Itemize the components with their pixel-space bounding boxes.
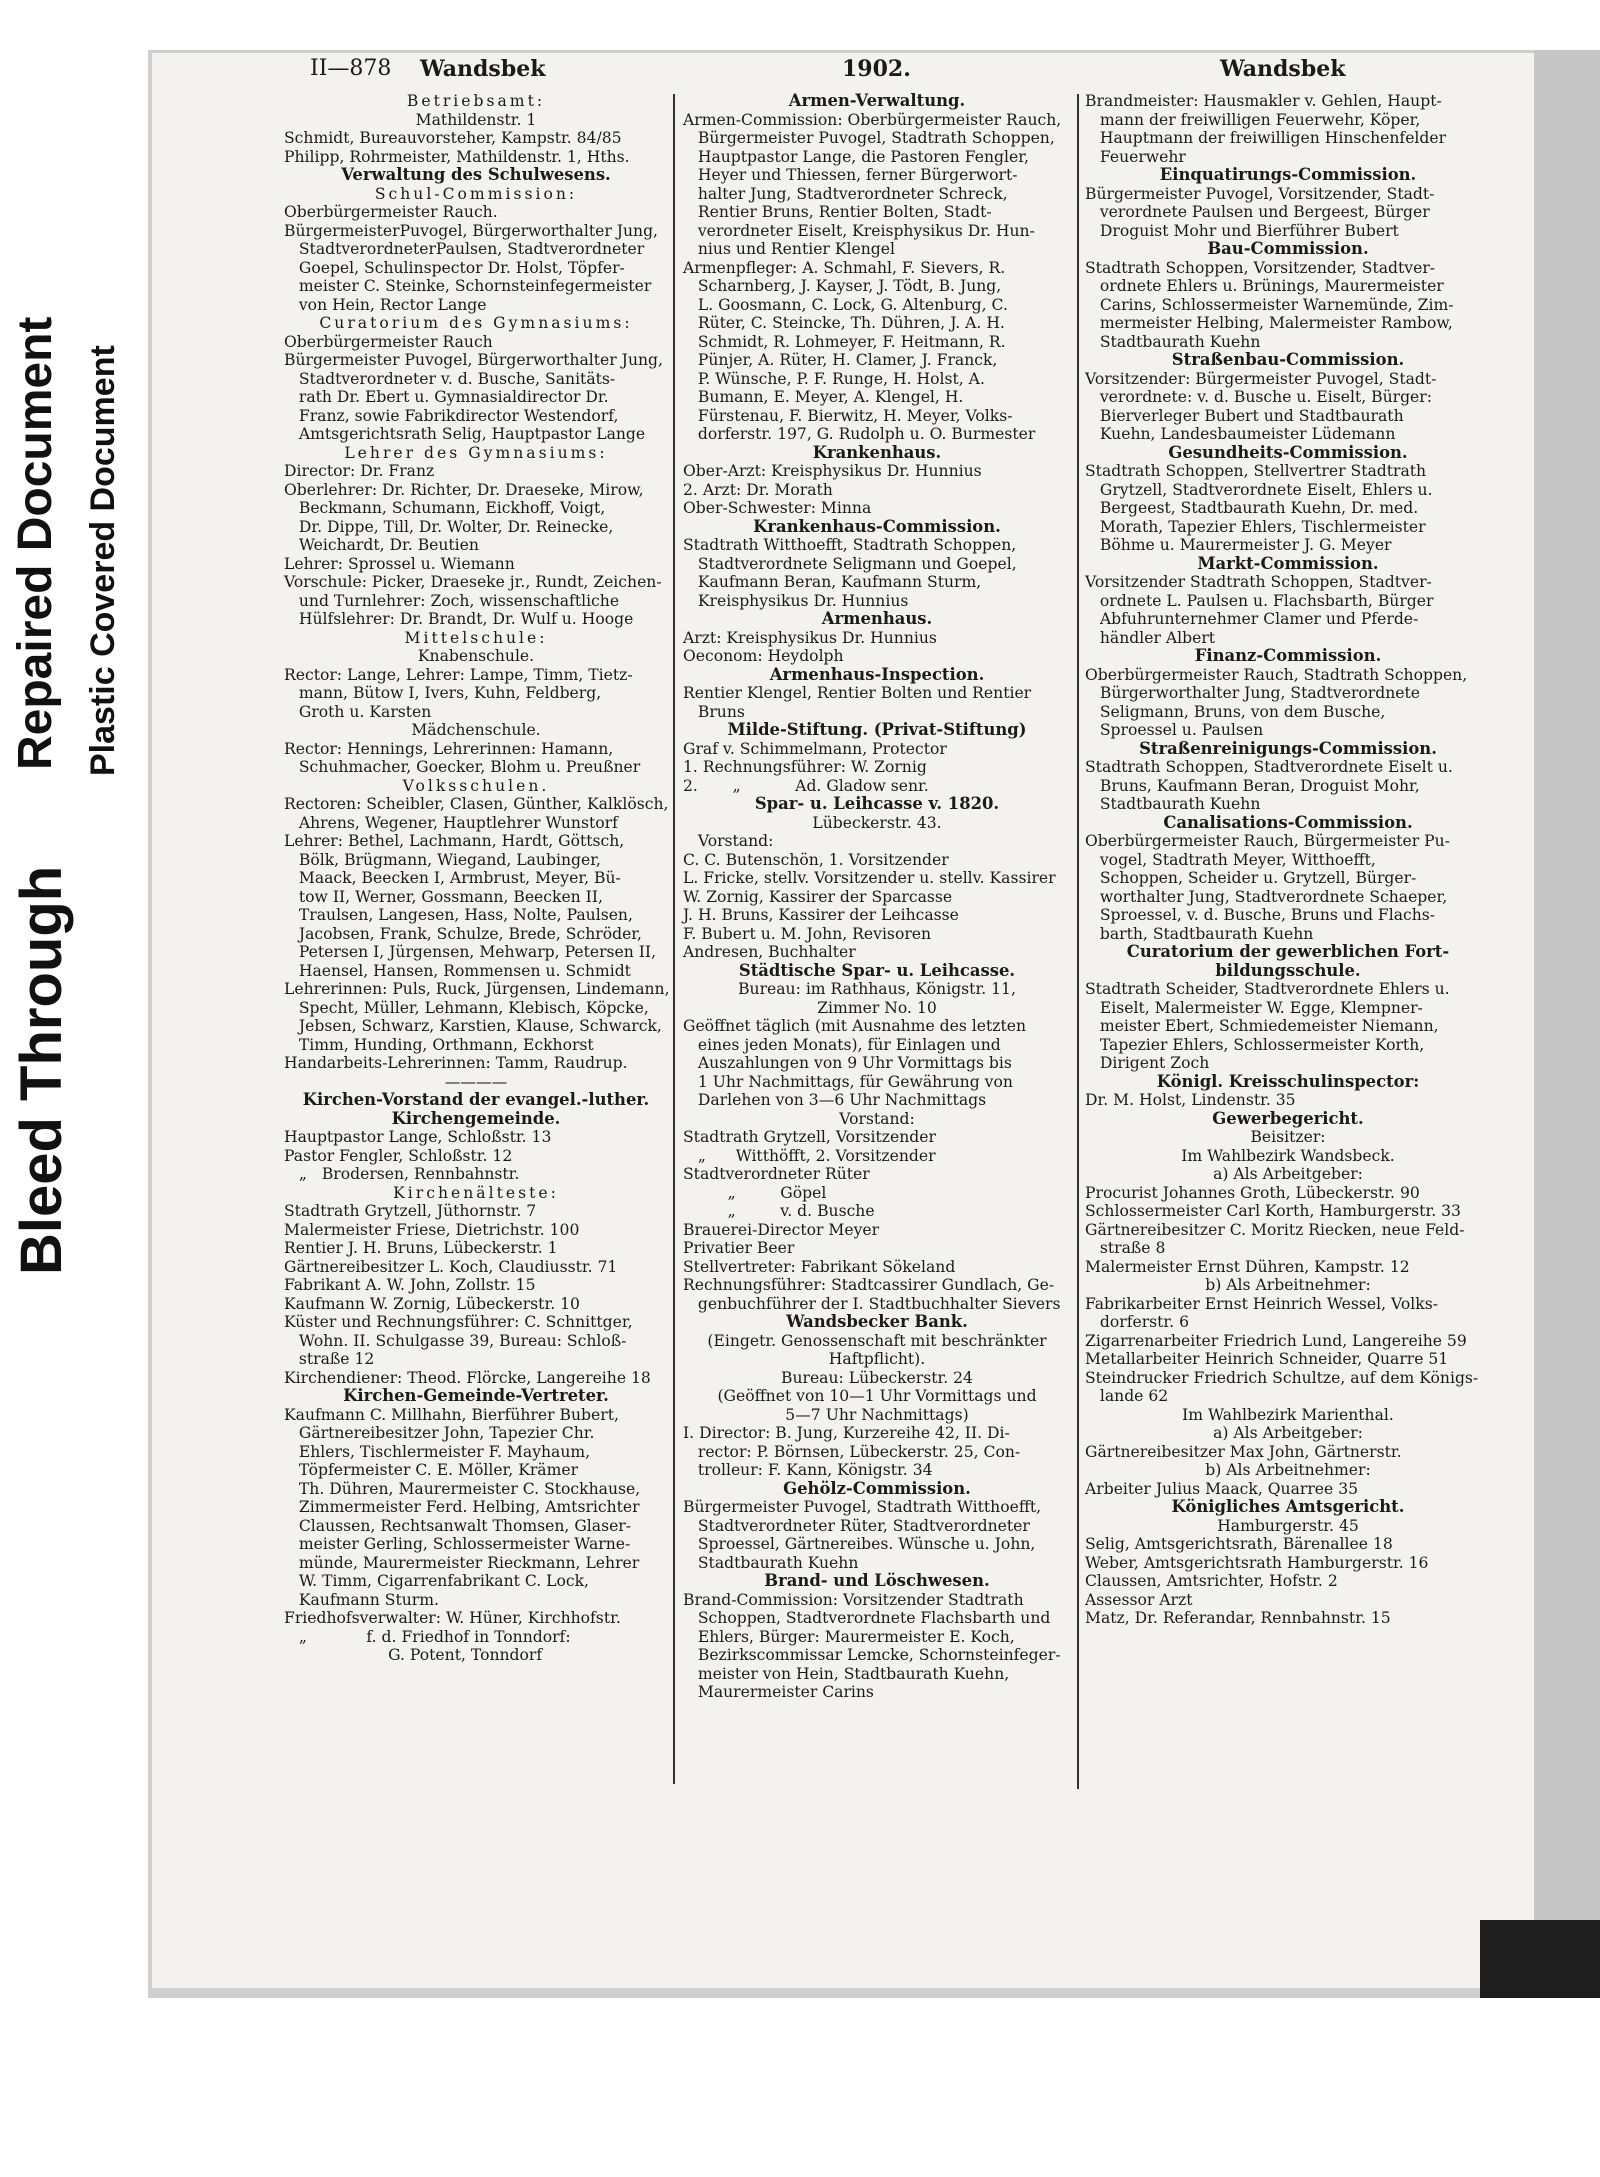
entry-line: Bruns bbox=[683, 702, 745, 721]
entry-line: I. Director: B. Jung, Kurzereihe 42, II. Di- bbox=[683, 1424, 1010, 1442]
entry-line: Timm, Hunding, Orthmann, Eckhorst bbox=[284, 1035, 594, 1054]
entry-line: Stadtbaurath Kuehn bbox=[1085, 332, 1261, 351]
entry-line: Beckmann, Schumann, Eickhoff, Voigt, bbox=[284, 499, 606, 517]
entry-line: Stadtrath Grytzell, Jüthornstr. 7 bbox=[284, 1202, 537, 1220]
entry-line: mermeister Helbing, Malermeister Rambow, bbox=[1085, 314, 1453, 332]
entry-line: Bumann, E. Meyer, A. Klengel, H. bbox=[683, 388, 964, 406]
entry-line: Rechnungsführer: Stadtcassirer Gundlach, Ge- bbox=[683, 1276, 1055, 1294]
scan-corner-shadow bbox=[1480, 1920, 1600, 1998]
column-divider bbox=[1077, 94, 1079, 1789]
centered-line: Im Wahlbezirk Marienthal. bbox=[1182, 1405, 1394, 1424]
entry-line: vogel, Stadtrath Meyer, Witthoefft, bbox=[1085, 850, 1376, 869]
bottom-margin bbox=[0, 1998, 1600, 2177]
entry-line: eines jeden Monats), für Einlagen und bbox=[683, 1035, 1001, 1054]
entry-line: Privatier Beer bbox=[683, 1239, 795, 1257]
entry-line: Schlossermeister Carl Korth, Hamburgerstr. 33 bbox=[1085, 1202, 1461, 1220]
entry-line: Hauptpastor Lange, Schloßstr. 13 bbox=[284, 1128, 552, 1146]
section-heading: Canalisations-Commission. bbox=[1163, 812, 1413, 832]
entry-line: Rectoren: Scheibler, Clasen, Günther, Kalklösch, bbox=[284, 795, 669, 813]
entry-line: Arbeiter Julius Maack, Quarree 35 bbox=[1085, 1479, 1359, 1498]
entry-line: Bürgermeister Puvogel, Bürgerworthalter Jung, bbox=[284, 351, 663, 369]
entry-line: Stadtbaurath Kuehn bbox=[1085, 795, 1261, 813]
spaced-heading: Curatorium des Gymnasiums: bbox=[319, 314, 633, 332]
entry-line: W. Zornig, Kassirer der Sparcasse bbox=[683, 887, 953, 906]
entry-line: Stadtrath Schoppen, Stellvertrer Stadtrath bbox=[1085, 462, 1427, 480]
entry-line: Hauptmann der freiwilligen Hinschenfelder bbox=[1085, 129, 1447, 147]
entry-line: Kaufmann C. Millhahn, Bierführer Bubert, bbox=[284, 1405, 619, 1424]
entry-line: Amtsgerichtsrath Selig, Hauptpastor Lange bbox=[284, 425, 646, 443]
entry-line: Schoppen, Stadtverordnete Flachsbarth und bbox=[683, 1609, 1051, 1627]
entry-line: Friedhofsverwalter: W. Hüner, Kirchhofstr. bbox=[284, 1609, 621, 1627]
entry-line: BürgermeisterPuvogel, Bürgerworthalter Jung, bbox=[284, 221, 659, 240]
entry-line: händler Albert bbox=[1085, 628, 1216, 647]
section-heading: Straßenbau-Commission. bbox=[1171, 350, 1405, 369]
entry-line: halter Jung, Stadtverordneter Schreck, bbox=[683, 184, 1008, 203]
entry-line: Oeconom: Heydolph bbox=[683, 647, 844, 665]
entry-line: Stadtrath Schoppen, Stadtverordnete Eiselt u. bbox=[1085, 758, 1453, 776]
section-heading: Kirchen-Vorstand der evangel.-luther. bbox=[302, 1090, 650, 1109]
entry-line: Stadtverordneter Rüter, Stadtverordneter bbox=[683, 1516, 1030, 1535]
entry-line: „ Göpel bbox=[683, 1183, 827, 1202]
centered-line: Im Wahlbezirk Wandsbeck. bbox=[1181, 1146, 1395, 1165]
entry-line: lande 62 bbox=[1085, 1387, 1169, 1405]
entry-line: dorferstr. 6 bbox=[1085, 1313, 1189, 1331]
entry-line: Matz, Dr. Referandar, Rennbahnstr. 15 bbox=[1085, 1609, 1391, 1627]
entry-line: 2. „ Ad. Gladow senr. bbox=[683, 776, 929, 795]
entry-line: „ Witthöfft, 2. Vorsitzender bbox=[683, 1146, 936, 1165]
entry-line: Oberbürgermeister Rauch, Bürgermeister Pu- bbox=[1085, 832, 1450, 850]
entry-line: Petersen I, Jürgensen, Mehwarp, Petersen II, bbox=[284, 943, 657, 961]
entry-line: barth, Stadtbaurath Kuehn bbox=[1085, 924, 1314, 943]
entry-line: verordnete Paulsen und Bergeest, Bürger bbox=[1085, 203, 1430, 221]
entry-line: Ehlers, Bürger: Maurermeister E. Koch, bbox=[683, 1627, 1015, 1646]
entry-line: genbuchführer der I. Stadtbuchhalter Sievers bbox=[683, 1294, 1061, 1313]
entry-line: Th. Dühren, Maurermeister C. Stockhause, bbox=[284, 1479, 641, 1498]
entry-line: L. Fricke, stellv. Vorsitzender u. stellv. Kassirer bbox=[683, 869, 1056, 887]
entry-line: Armenpfleger: A. Schmahl, F. Sievers, R. bbox=[683, 258, 1006, 277]
entry-line: Brauerei-Director Meyer bbox=[683, 1220, 880, 1239]
entry-line: Kreisphysikus Dr. Hunnius bbox=[683, 591, 909, 610]
entry-line: C. C. Butenschön, 1. Vorsitzender bbox=[683, 850, 949, 869]
entry-line: und Turnlehrer: Zoch, wissenschaftliche bbox=[284, 591, 620, 610]
centered-line: Beisitzer: bbox=[1250, 1128, 1326, 1146]
entry-line: Malermeister Ernst Dühren, Kampstr. 12 bbox=[1085, 1257, 1410, 1276]
entry-line: Bürgerworthalter Jung, Stadtverordnete bbox=[1085, 684, 1420, 702]
entry-line: Arzt: Kreisphysikus Dr. Hunnius bbox=[683, 628, 937, 647]
entry-line: Rüter, C. Steincke, Th. Dühren, J. A. H. bbox=[683, 314, 1005, 332]
entry-line: Kuehn, Landesbaumeister Lüdemann bbox=[1085, 425, 1396, 443]
centered-line: a) Als Arbeitgeber: bbox=[1213, 1165, 1363, 1183]
entry-line: Andresen, Buchhalter bbox=[683, 943, 856, 961]
section-heading: Wandsbecker Bank. bbox=[786, 1312, 968, 1331]
centered-line: (Eingetr. Genossenschaft mit beschränkter bbox=[707, 1331, 1047, 1350]
entry-line: Droguist Mohr und Bierführer Bubert bbox=[1085, 221, 1399, 240]
entry-line: Rentier J. H. Bruns, Lübeckerstr. 1 bbox=[284, 1239, 558, 1257]
entry-line: Fabrikarbeiter Ernst Heinrich Wessel, Volks- bbox=[1085, 1294, 1438, 1313]
centered-line: Knabenschule. bbox=[417, 647, 535, 665]
section-heading: Armenhaus-Inspection. bbox=[769, 664, 985, 684]
entry-line: Wohn. II. Schulgasse 39, Bureau: Schloß- bbox=[284, 1331, 627, 1350]
entry-line: Jebsen, Schwarz, Karstien, Klause, Schwarck, bbox=[284, 1017, 662, 1035]
entry-line: Bürgermeister Puvogel, Stadtrath Witthoefft, bbox=[683, 1498, 1042, 1516]
entry-line: Eiselt, Malermeister W. Egge, Klempner- bbox=[1085, 998, 1423, 1017]
entry-line: Stadtverordnete Seligmann und Goepel, bbox=[683, 554, 1017, 573]
entry-line: Böhme u. Maurermeister J. G. Meyer bbox=[1085, 536, 1392, 554]
entry-line: straße 12 bbox=[284, 1350, 375, 1368]
entry-line: münde, Maurermeister Rieckmann, Lehrer bbox=[284, 1553, 640, 1572]
entry-line: Stadtrath Witthoefft, Stadtrath Schoppen, bbox=[683, 536, 1017, 554]
entry-line: verordnete: v. d. Busche u. Eiselt, Bürger: bbox=[1085, 388, 1432, 406]
entry-line: Sproessel, Gärtnereibes. Wünsche u. John, bbox=[683, 1535, 1036, 1553]
entry-line: Darlehen von 3—6 Uhr Nachmittags bbox=[683, 1091, 987, 1109]
entry-line: 1. Rechnungsführer: W. Zornig bbox=[683, 758, 927, 776]
entry-line: Schmidt, Bureauvorsteher, Kampstr. 84/85 bbox=[284, 129, 622, 147]
entry-line: Zigarrenarbeiter Friedrich Lund, Langereihe 59 bbox=[1085, 1331, 1467, 1350]
entry-line: Stadtrath Grytzell, Vorsitzender bbox=[683, 1128, 936, 1146]
entry-line: Stadtrath Scheider, Stadtverordnete Ehlers u. bbox=[1085, 980, 1450, 998]
entry-line: Stadtverordneter Rüter bbox=[683, 1165, 870, 1183]
section-heading: Königl. Kreisschulinspector: bbox=[1156, 1071, 1420, 1091]
entry-line: Handarbeits-Lehrerinnen: Tamm, Raudrup. bbox=[284, 1054, 628, 1072]
entry-line: Weichardt, Dr. Beutien bbox=[284, 536, 479, 554]
entry-line: worthalter Jung, Stadtverordnete Schaeper, bbox=[1085, 887, 1448, 906]
centered-line: Mathildenstr. 1 bbox=[415, 110, 537, 129]
entry-line: Director: Dr. Franz bbox=[284, 462, 435, 480]
entry-line: G. Potent, Tonndorf bbox=[284, 1646, 543, 1664]
entry-line: Sproessel u. Paulsen bbox=[1085, 721, 1264, 739]
centered-line: b) Als Arbeitnehmer: bbox=[1205, 1276, 1371, 1294]
entry-line: Stadtverordneter v. d. Busche, Sanitäts- bbox=[284, 369, 616, 388]
entry-line: Zimmermeister Ferd. Helbing, Amtsrichter bbox=[284, 1498, 640, 1516]
entry-line: nius und Rentier Klengel bbox=[683, 240, 895, 258]
section-heading: Gewerbegericht. bbox=[1212, 1108, 1364, 1128]
entry-line: Claussen, Amtsrichter, Hofstr. 2 bbox=[1085, 1572, 1338, 1590]
section-heading: Milde-Stiftung. (Privat-Stiftung) bbox=[727, 720, 1027, 739]
entry-line: Sproessel, v. d. Busche, Bruns und Flachs- bbox=[1085, 906, 1436, 924]
entry-line: rath Dr. Ebert u. Gymnasialdirector Dr. bbox=[284, 388, 609, 406]
entry-line: Maurermeister Carins bbox=[683, 1683, 874, 1701]
entry-line: Ober-Schwester: Minna bbox=[683, 499, 872, 517]
entry-line: Rentier Klengel, Rentier Bolten und Rentier bbox=[683, 684, 1032, 702]
entry-line: Traulsen, Langesen, Hass, Nolte, Paulsen, bbox=[284, 906, 633, 924]
section-heading: Finanz-Commission. bbox=[1194, 646, 1382, 665]
centered-line: Mädchenschule. bbox=[411, 721, 541, 739]
centered-line: b) Als Arbeitnehmer: bbox=[1205, 1461, 1371, 1479]
running-title-right: Wandsbek bbox=[1220, 56, 1346, 82]
entry-line: Morath, Tapezier Ehlers, Tischlermeister bbox=[1085, 517, 1426, 536]
spaced-heading: Kirchenälteste: bbox=[393, 1183, 559, 1202]
centered-line: Hamburgerstr. 45 bbox=[1217, 1516, 1359, 1535]
entry-line: Stellvertreter: Fabrikant Sökeland bbox=[683, 1257, 956, 1276]
entry-line: Stadtrath Schoppen, Vorsitzender, Stadtver- bbox=[1085, 258, 1436, 277]
entry-line: Lehrer: Sprossel u. Wiemann bbox=[284, 554, 515, 573]
entry-line: Tapezier Ehlers, Schlossermeister Korth, bbox=[1085, 1035, 1425, 1054]
entry-line: Heyer und Thiessen, ferner Bürgerwort- bbox=[683, 166, 1018, 184]
page-number: II—878 bbox=[310, 56, 392, 81]
section-heading: Armenhaus. bbox=[821, 609, 933, 628]
entry-line: mann, Bütow I, Ivers, Kuhn, Feldberg, bbox=[284, 684, 602, 702]
entry-line: Pastor Fengler, Schloßstr. 12 bbox=[284, 1146, 513, 1165]
entry-line: Assessor Arzt bbox=[1085, 1590, 1193, 1609]
running-title-left: Wandsbek bbox=[420, 56, 546, 82]
entry-line: Bruns, Kaufmann Beran, Droguist Mohr, bbox=[1085, 776, 1420, 795]
entry-line: Ahrens, Wegener, Hauptlehrer Wunstorf bbox=[284, 813, 618, 832]
entry-line: Oberbürgermeister Rauch bbox=[284, 332, 493, 351]
entry-line: Vorstand: bbox=[683, 832, 774, 850]
entry-line: meister von Hein, Stadtbaurath Kuehn, bbox=[683, 1664, 1010, 1683]
entry-line: „ Brodersen, Rennbahnstr. bbox=[284, 1165, 520, 1183]
entry-line: Gärtnereibesitzer John, Tapezier Chr. bbox=[284, 1424, 595, 1442]
entry-line: Pünjer, A. Rüter, H. Clamer, J. Franck, bbox=[683, 351, 998, 369]
entry-line: Groth u. Karsten bbox=[284, 702, 432, 721]
entry-line: Brand-Commission: Vorsitzender Stadtrath bbox=[683, 1590, 1024, 1609]
separator: ———— bbox=[444, 1072, 508, 1091]
section-heading: Kirchengemeinde. bbox=[391, 1108, 561, 1128]
entry-line: Bezirkscommissar Lemcke, Schornsteinfeger- bbox=[683, 1646, 1061, 1664]
entry-line: Kirchendiener: Theod. Flörcke, Langereihe 18 bbox=[284, 1368, 651, 1387]
entry-line: Hauptpastor Lange, die Pastoren Fengler, bbox=[683, 147, 1029, 166]
plastic-covered-label: Plastic Covered Document bbox=[84, 345, 122, 776]
entry-line: 1 Uhr Nachmittags, für Gewährung von bbox=[683, 1072, 1013, 1091]
entry-line: „ f. d. Friedhof in Tonndorf: bbox=[284, 1627, 571, 1646]
entry-line: straße 8 bbox=[1085, 1239, 1166, 1257]
entry-line: L. Goosmann, C. Lock, G. Altenburg, C. bbox=[683, 295, 1008, 314]
entry-line: Fürstenau, F. Bierwitz, H. Meyer, Volks- bbox=[683, 406, 1013, 425]
entry-line: tow II, Werner, Gossmann, Beecken II, bbox=[284, 887, 603, 906]
spaced-heading: Mittelschule: bbox=[404, 628, 548, 647]
section-heading: Curatorium der gewerblichen Fort- bbox=[1126, 942, 1450, 961]
section-heading: Bau-Commission. bbox=[1207, 239, 1369, 258]
section-heading: Gesundheits-Commission. bbox=[1168, 442, 1408, 462]
entry-line: Selig, Amtsgerichtsrath, Bärenallee 18 bbox=[1085, 1535, 1393, 1553]
entry-line: mann der freiwilligen Feuerwehr, Köper, bbox=[1085, 110, 1421, 129]
entry-line: Bergeest, Stadtbaurath Kuehn, Dr. med. bbox=[1085, 499, 1419, 517]
entry-line: Feuerwehr bbox=[1085, 147, 1186, 166]
section-heading: Städtische Spar- u. Leihcasse. bbox=[738, 960, 1016, 980]
entry-line: Kaufmann W. Zornig, Lübeckerstr. 10 bbox=[284, 1294, 580, 1313]
page-edge-shadow bbox=[1534, 50, 1600, 1998]
entry-line: Graf v. Schimmelmann, Protector bbox=[683, 739, 947, 758]
entry-line: Franz, sowie Fabrikdirector Westendorf, bbox=[284, 406, 619, 425]
entry-line: von Hein, Rector Lange bbox=[284, 295, 487, 314]
entry-line: Ober-Arzt: Kreisphysikus Dr. Hunnius bbox=[683, 462, 982, 480]
entry-line: Gärtnereibesitzer L. Koch, Claudiusstr. 71 bbox=[284, 1257, 618, 1276]
entry-line: Metallarbeiter Heinrich Schneider, Quarre 51 bbox=[1085, 1350, 1449, 1368]
entry-line: Weber, Amtsgerichtsrath Hamburgerstr. 16 bbox=[1085, 1553, 1429, 1572]
entry-line: Kaufmann Sturm. bbox=[284, 1590, 439, 1609]
entry-line: rector: P. Börnsen, Lübeckerstr. 25, Con- bbox=[683, 1442, 1021, 1461]
entry-line: Armen-Commission: Oberbürgermeister Rauch, bbox=[683, 110, 1062, 129]
section-heading: Kirchen-Gemeinde-Vertreter. bbox=[343, 1386, 609, 1405]
centered-line: a) Als Arbeitgeber: bbox=[1213, 1424, 1363, 1442]
entry-line: Hülfslehrer: Dr. Brandt, Dr. Wulf u. Hooge bbox=[284, 610, 634, 628]
entry-line: meister C. Steinke, Schornsteinfegermeister bbox=[284, 277, 652, 295]
entry-line: Seligmann, Bruns, von dem Busche, bbox=[1085, 702, 1386, 721]
entry-line: Vorschule: Picker, Draeseke jr., Rundt, Zeichen- bbox=[284, 573, 662, 591]
entry-line: Philipp, Rohrmeister, Mathildenstr. 1, Hths. bbox=[284, 147, 630, 166]
spaced-heading: Volksschulen. bbox=[402, 776, 550, 795]
text-column-middle bbox=[683, 92, 1071, 1702]
text-column-right bbox=[1085, 92, 1491, 1628]
entry-line: meister Gerling, Schlossermeister Warne- bbox=[284, 1535, 631, 1553]
section-heading: Markt-Commission. bbox=[1197, 553, 1379, 573]
entry-line: Stadtbaurath Kuehn bbox=[683, 1553, 859, 1572]
entry-line: Töpfermeister C. E. Möller, Krämer bbox=[284, 1461, 579, 1479]
centered-line: (Geöffnet von 10—1 Uhr Vormittags und bbox=[717, 1387, 1037, 1405]
entry-line: Carins, Schlossermeister Warnemünde, Zim- bbox=[1085, 295, 1454, 314]
entry-line: J. H. Bruns, Kassirer der Leihcasse bbox=[683, 906, 959, 924]
entry-line: Dr. M. Holst, Lindenstr. 35 bbox=[1085, 1091, 1296, 1109]
repaired-document-label: Repaired Document bbox=[9, 316, 62, 770]
entry-line: W. Timm, Cigarrenfabrikant C. Lock, bbox=[284, 1572, 590, 1590]
centered-line: Haftpflicht). bbox=[828, 1350, 926, 1368]
entry-line: Jacobsen, Frank, Schulze, Brede, Schröder, bbox=[284, 924, 643, 943]
text-column-left bbox=[284, 92, 668, 1665]
entry-line: Oberbürgermeister Rauch, Stadtrath Schoppen, bbox=[1085, 665, 1468, 684]
entry-line: Schoppen, Scheider u. Grytzell, Bürger- bbox=[1085, 869, 1417, 887]
entry-line: Rector: Lange, Lehrer: Lampe, Timm, Tietz- bbox=[284, 665, 633, 684]
entry-line: Procurist Johannes Groth, Lübeckerstr. 90 bbox=[1085, 1183, 1420, 1202]
top-margin bbox=[0, 0, 1600, 50]
bleed-through-label: Bleed Through bbox=[9, 865, 74, 1275]
entry-line: Lehrerinnen: Puls, Ruck, Jürgensen, Lindemann, bbox=[284, 980, 670, 998]
entry-line: ordnete L. Paulsen u. Flachsbarth, Bürger bbox=[1085, 591, 1434, 610]
entry-line: Oberbürgermeister Rauch. bbox=[284, 203, 498, 221]
entry-line: „ v. d. Busche bbox=[683, 1202, 875, 1220]
entry-line: Vorsitzender Stadtrath Schoppen, Stadtver- bbox=[1085, 573, 1432, 591]
entry-line: Maack, Beecken I, Armbrust, Meyer, Bü- bbox=[284, 869, 621, 887]
entry-line: Geöffnet täglich (mit Ausnahme des letzten bbox=[683, 1017, 1027, 1035]
entry-line: P. Wünsche, P. F. Runge, H. Holst, A. bbox=[683, 369, 985, 388]
section-heading: Spar- u. Leihcasse v. 1820. bbox=[754, 794, 1000, 813]
entry-line: Brandmeister: Hausmakler v. Gehlen, Haupt- bbox=[1085, 92, 1442, 110]
entry-line: Dr. Dippe, Till, Dr. Wolter, Dr. Reinecke, bbox=[284, 517, 614, 536]
entry-line: Kaufmann Beran, Kaufmann Sturm, bbox=[683, 573, 982, 591]
entry-line: Steindrucker Friedrich Schultze, auf dem Königs- bbox=[1085, 1368, 1479, 1387]
section-heading: Königliches Amtsgericht. bbox=[1171, 1497, 1405, 1516]
centered-line: 5—7 Uhr Nachmittags) bbox=[785, 1405, 969, 1424]
entry-line: meister Ebert, Schmiedemeister Niemann, bbox=[1085, 1017, 1439, 1035]
section-heading: Krankenhaus. bbox=[812, 442, 942, 462]
entry-line: Gärtnereibesitzer C. Moritz Riecken, neue Feld- bbox=[1085, 1220, 1465, 1239]
entry-line: Specht, Müller, Lehmann, Klebisch, Köpcke, bbox=[284, 998, 649, 1017]
section-heading: Verwaltung des Schulwesens. bbox=[341, 165, 611, 184]
entry-line: Küster und Rechnungsführer: C. Schnittger, bbox=[284, 1313, 633, 1331]
entry-line: Bierverleger Bubert und Stadtbaurath bbox=[1085, 406, 1404, 425]
section-heading: Einquatirungs-Commission. bbox=[1159, 165, 1417, 184]
section-heading: Straßenreinigungs-Commission. bbox=[1139, 738, 1437, 758]
entry-line: Scharnberg, J. Kayser, J. Tödt, B. Jung, bbox=[683, 277, 1002, 295]
entry-line: Gärtnereibesitzer Max John, Gärtnerstr. bbox=[1085, 1442, 1402, 1461]
spaced-heading: Schul-Commission: bbox=[374, 184, 578, 203]
entry-line: Malermeister Friese, Dietrichstr. 100 bbox=[284, 1220, 580, 1239]
entry-line: Claussen, Rechtsanwalt Thomsen, Glaser- bbox=[284, 1516, 632, 1535]
entry-line: Rentier Bruns, Rentier Bolten, Stadt- bbox=[683, 203, 992, 221]
entry-line: Goepel, Schulinspector Dr. Holst, Töpfer- bbox=[284, 258, 625, 277]
entry-line: dorferstr. 197, G. Rudolph u. O. Burmester bbox=[683, 425, 1036, 443]
entry-line: verordneter Eiselt, Kreisphysikus Dr. Hun- bbox=[683, 221, 1035, 240]
section-heading: Armen-Verwaltung. bbox=[788, 91, 966, 110]
centered-line: Zimmer No. 10 bbox=[817, 998, 937, 1017]
entry-line: 2. Arzt: Dr. Morath bbox=[683, 480, 833, 499]
year-heading: 1902. bbox=[842, 56, 911, 82]
entry-line: Auszahlungen von 9 Uhr Vormittags bis bbox=[683, 1054, 1012, 1072]
entry-line: Bürgermeister Puvogel, Vorsitzender, Stadt- bbox=[1085, 184, 1435, 203]
entry-line: Abfuhrunternehmer Clamer und Pferde- bbox=[1085, 610, 1419, 628]
entry-line: Dirigent Zoch bbox=[1085, 1054, 1210, 1072]
section-heading: bildungsschule. bbox=[1215, 960, 1361, 980]
column-divider bbox=[673, 94, 675, 1784]
entry-line: Lehrer: Bethel, Lachmann, Hardt, Göttsch, bbox=[284, 832, 625, 850]
entry-line: Rector: Hennings, Lehrerinnen: Hamann, bbox=[284, 739, 614, 758]
entry-line: Schuhmacher, Goecker, Blohm u. Preußner bbox=[284, 758, 641, 776]
entry-line: Vorsitzender: Bürgermeister Puvogel, Stadt- bbox=[1085, 369, 1437, 388]
entry-line: Fabrikant A. W. John, Zollstr. 15 bbox=[284, 1276, 536, 1294]
entry-line: Haensel, Hansen, Rommensen u. Schmidt bbox=[284, 961, 631, 980]
entry-line: StadtverordneterPaulsen, Stadtverordneter bbox=[284, 240, 645, 258]
centered-line: Lübeckerstr. 43. bbox=[812, 813, 942, 832]
section-heading: Krankenhaus-Commission. bbox=[753, 516, 1001, 536]
entry-line: Grytzell, Stadtverordnete Eiselt, Ehlers u. bbox=[1085, 480, 1433, 499]
centered-line: Bureau: Lübeckerstr. 24 bbox=[781, 1368, 973, 1387]
entry-line: ordnete Ehlers u. Brünings, Maurermeister bbox=[1085, 277, 1444, 295]
entry-line: F. Bubert u. M. John, Revisoren bbox=[683, 924, 932, 943]
centered-line: Vorstand: bbox=[839, 1109, 915, 1128]
section-heading: Gehölz-Commission. bbox=[783, 1478, 971, 1498]
section-heading: Brand- und Löschwesen. bbox=[764, 1571, 990, 1590]
entry-line: Bürgermeister Puvogel, Stadtrath Schoppen, bbox=[683, 129, 1055, 147]
entry-line: trolleur: F. Kann, Königstr. 34 bbox=[683, 1461, 933, 1479]
spaced-heading: Betriebsamt: bbox=[406, 92, 546, 110]
entry-line: Schmidt, R. Lohmeyer, F. Heitmann, R. bbox=[683, 332, 1006, 351]
entry-line: Oberlehrer: Dr. Richter, Dr. Draeseke, Mirow, bbox=[284, 480, 644, 499]
entry-line: Bölk, Brügmann, Wiegand, Laubinger, bbox=[284, 850, 601, 869]
entry-line: Ehlers, Tischlermeister F. Mayhaum, bbox=[284, 1442, 591, 1461]
spaced-heading: Lehrer des Gymnasiums: bbox=[344, 443, 608, 462]
centered-line: Bureau: im Rathhaus, Königstr. 11, bbox=[738, 980, 1016, 998]
